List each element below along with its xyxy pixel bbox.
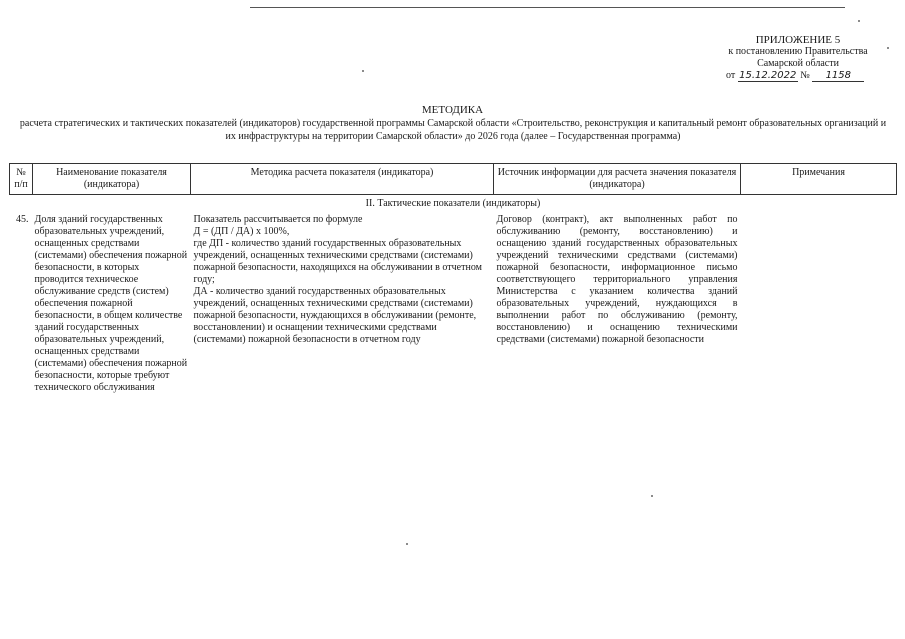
scan-speck <box>406 543 408 545</box>
top-border-line <box>250 7 845 8</box>
table-row <box>10 214 897 394</box>
method-line-1: Показатель рассчитывается по формуле <box>193 214 363 225</box>
scan-speck <box>362 70 364 72</box>
header-number: № п/п <box>10 164 33 195</box>
table-header-row <box>10 164 897 195</box>
section-title: II. Тактические показатели (индикаторы) <box>365 198 541 209</box>
appendix-line-2: Самарской области <box>757 58 839 69</box>
method-line-4: ДА - количество зданий государственных образовательных учреждений, оснащенных техническими средствами (системами) пожарной безопасности, нуждающихся в обслуживании (ремонте, восстановлении) и оснащении техническими средствами (системами) пожарной безопасности в отчетном году <box>193 286 477 345</box>
notes-cell <box>741 214 897 394</box>
header-source: Источник информации для расчета значения показателя (индикатора) <box>494 164 741 195</box>
appendix-line-1: к постановлению Правительства <box>728 46 868 57</box>
header-indicator-name: Наименование показателя (индикатора) <box>33 164 191 195</box>
indicators-table <box>9 163 897 394</box>
method-formula: Д = (ДП / ДА) x 100%, <box>193 226 290 237</box>
resolution-date-number <box>726 70 878 82</box>
scan-speck <box>858 20 860 22</box>
header-method: Методика расчета показателя (индикатора) <box>191 164 494 195</box>
section-row <box>10 195 897 215</box>
appendix-title: ПРИЛОЖЕНИЕ 5 <box>755 34 841 46</box>
indicator-name: Доля зданий государственных образовательных учреждений, оснащенных средствами (системами) обеспечения пожарной безопасности, в которых проводится техническое обслуживание средств (систем) обеспечения пожарной безопасности, в общем количестве зданий государственных образовательных учреждений, оснащенных средствами (системами) обеспечения пожарной безопасности, которые требуют технического обслуживания <box>34 214 188 393</box>
information-source: Договор (контракт), акт выполненных работ по обслуживанию (ремонту, восстановлению) и оснащению зданий государственных образовательных учреждений техническими средствами (системами) пожарной безопасности, информационное письмо соответствующего территориального управления Министерства с указанием количества зданий образовательных учреждений, нуждающихся в выполнении работ по обслуживанию (ремонту, восстановлению) и оснащению техническими средствами (системами) пожарной безопасности <box>496 214 738 345</box>
method-line-3: где ДП - количество зданий государственных образовательных учреждений, оснащенных техническими средствами (системами) пожарной безопасности, находящихся на обслуживании в отчетном году; <box>193 238 482 285</box>
document-title: МЕТОДИКА <box>421 104 484 116</box>
calculation-method <box>191 214 494 394</box>
date-prefix: от <box>726 70 736 81</box>
header-notes: Примечания <box>741 164 897 195</box>
handwritten-number: 1158 <box>812 70 864 82</box>
scan-speck <box>651 495 653 497</box>
row-number: 45. <box>16 214 29 225</box>
document-subtitle: расчета стратегических и тактических показателей (индикаторов) государственной программы Самарской области «Строительство, реконструкция и капитальный ремонт образовательных организаций и их инфраструктуры на территории Самарской области» до 2026 года (далее – Государственная программа) <box>19 118 887 142</box>
handwritten-date: 15.12.2022 <box>739 70 797 81</box>
number-prefix: № <box>800 70 810 81</box>
scan-speck <box>887 47 889 49</box>
appendix-block <box>718 34 878 70</box>
